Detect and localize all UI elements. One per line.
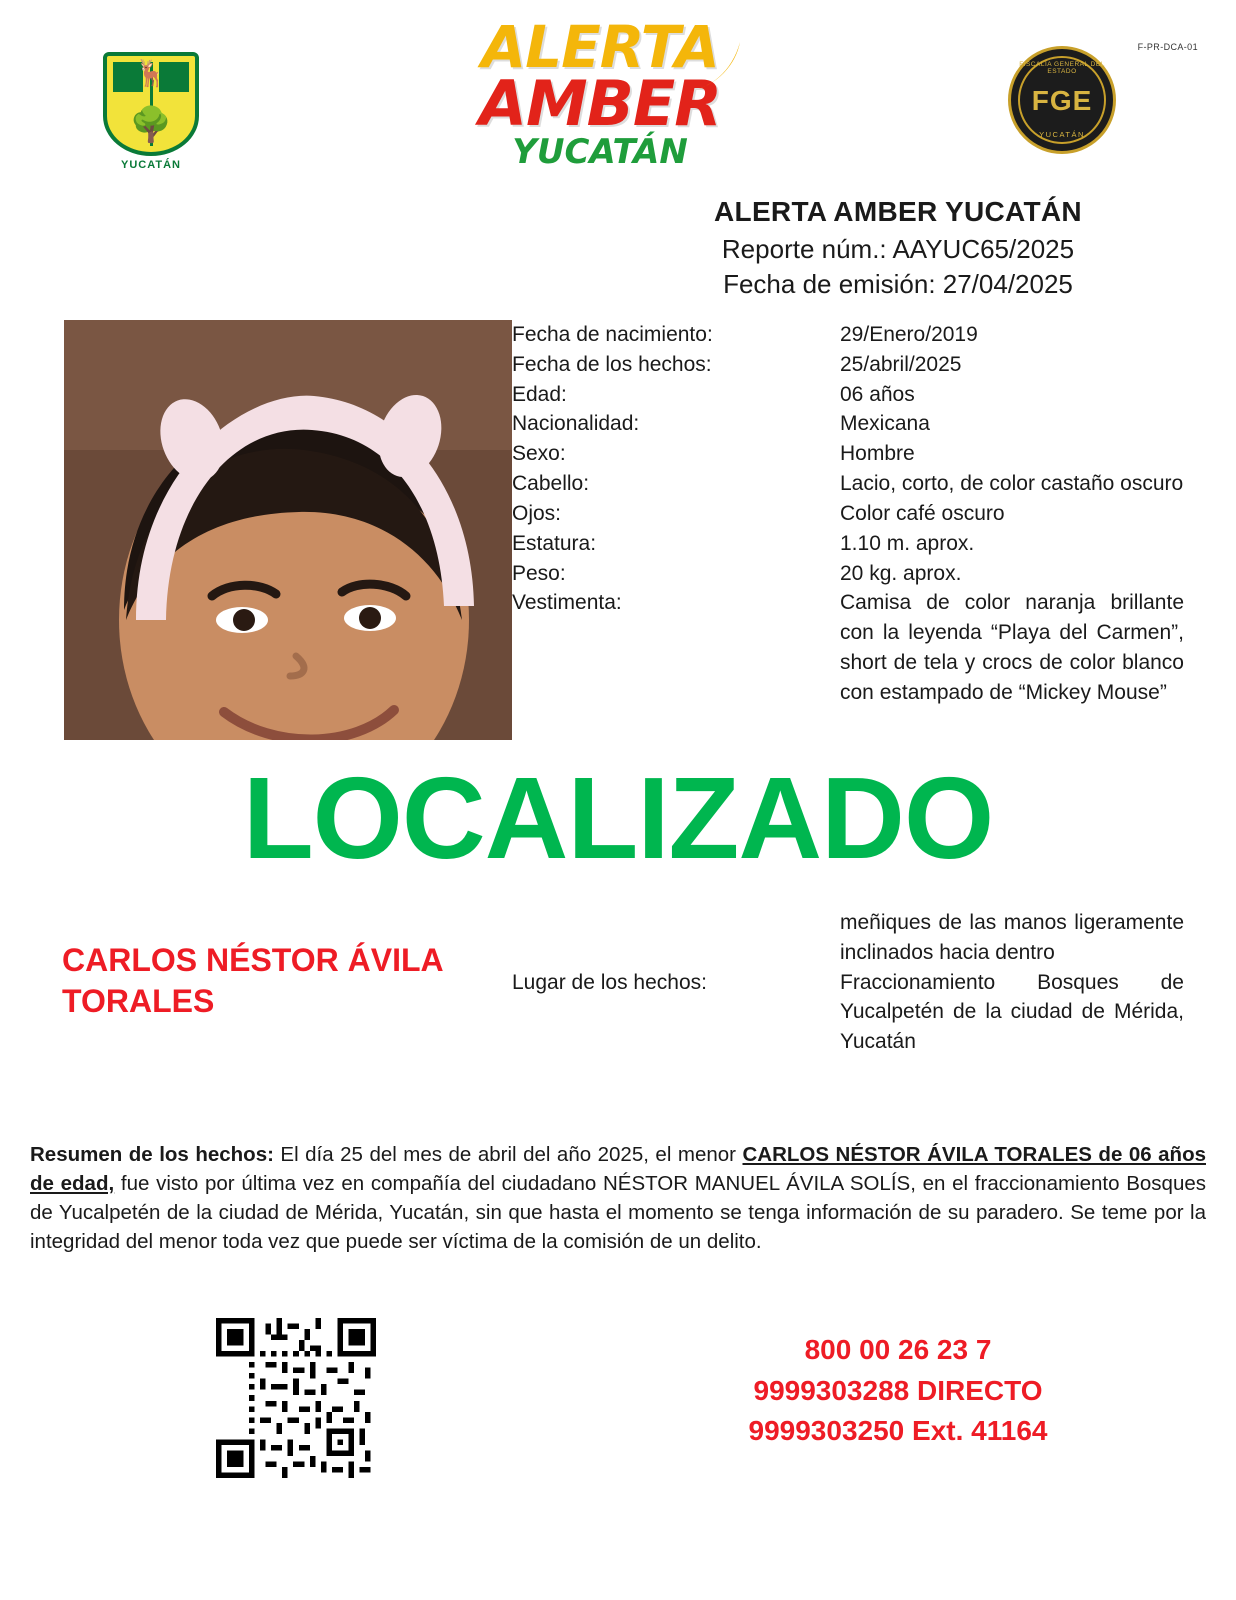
victim-details-table	[512, 320, 1184, 708]
detail-label: Peso:	[512, 561, 566, 585]
table-row	[512, 499, 1184, 529]
detail-label: Cabello:	[512, 472, 590, 496]
table-row	[512, 320, 1184, 350]
table-row	[512, 380, 1184, 410]
victim-name: CARLOS NÉSTOR ÁVILA TORALES	[62, 942, 443, 1019]
amber-logo-line1: ALERTA	[481, 13, 719, 81]
incident-summary	[30, 1140, 1206, 1256]
fge-seal-abbr: FGE	[1031, 85, 1093, 116]
report-number: Reporte núm.: AAYUC65/2025	[721, 234, 1075, 264]
status-badge: LOCALIZADO	[242, 753, 994, 883]
table-row	[512, 588, 1184, 707]
fge-seal	[1008, 46, 1116, 154]
amber-logo-line2: AMBER	[478, 67, 722, 141]
deer-icon: 🦌	[134, 58, 168, 88]
phone-tollfree[interactable]: 800 00 26 23 7	[804, 1334, 992, 1365]
summary-heading: Resumen de los hechos:	[30, 1143, 274, 1166]
table-row	[512, 439, 1184, 469]
detail-value: 20 kg. aprox.	[840, 561, 962, 585]
form-code: F-PR-DCA-01	[1137, 42, 1198, 52]
detail-value: 06 años	[840, 382, 915, 406]
table-row	[512, 350, 1184, 380]
detail-value: Hombre	[840, 442, 915, 466]
fge-seal-top-text: FISCALÍA GENERAL DEL ESTADO	[1019, 61, 1105, 75]
phone-direct[interactable]: 9999303288 DIRECTO	[753, 1374, 1043, 1406]
document-header	[0, 0, 1236, 320]
table-row	[512, 409, 1184, 439]
detail-label: Fecha de los hechos:	[512, 352, 712, 376]
amber-logo-line3: YUCATÁN	[512, 131, 688, 172]
shield-label: YUCATÁN	[121, 159, 181, 171]
signs-continuation: meñiques de las manos ligeramente inclinados hacia dentro	[840, 911, 1184, 964]
fge-seal-bottom-text: YUCATÁN	[1039, 130, 1085, 139]
page-title: ALERTA AMBER YUCATÁN	[714, 196, 1082, 227]
detail-label: Fecha de nacimiento:	[512, 323, 713, 346]
table-row	[512, 908, 1184, 968]
detail-value: Camisa de color naranja brillante con la leyenda “Playa del Carmen”, short de tela y crocs de color blanco con estampado de “Mickey Mouse”	[840, 591, 1184, 704]
phone-extension[interactable]: 9999303250 Ext. 41164	[748, 1415, 1048, 1447]
place-value: Fraccionamiento Bosques de Yucalpetén de la ciudad de Mérida, Yucatán	[840, 970, 1184, 1054]
detail-value: 1.10 m. aprox.	[840, 531, 975, 555]
qr-code[interactable]	[216, 1318, 376, 1478]
detail-label: Ojos:	[512, 501, 562, 525]
victim-photo	[64, 320, 512, 740]
issue-date: Fecha de emisión: 27/04/2025	[723, 269, 1073, 299]
detail-label: Edad:	[512, 382, 567, 406]
detail-value: Color café oscuro	[840, 501, 1005, 525]
shield-graphic	[103, 52, 199, 156]
detail-label: Sexo:	[512, 442, 566, 466]
detail-value: 25/abril/2025	[840, 352, 962, 376]
summary-part2: fue visto por última vez en compañía del ciudadano NÉSTOR MANUEL ÁVILA SOLÍS, en el fraccionamiento Bosques de Yucalpetén de la ciudad de Mérida, Yucatán, sin que hasta el momento se tenga información de su paradero. Se teme por la integridad del menor toda vez que puede ser víctima de la comisión de un delito.	[30, 1172, 1206, 1254]
detail-label: Nacionalidad:	[512, 412, 640, 436]
table-row	[512, 968, 1184, 1057]
table-row	[512, 559, 1184, 589]
header-title-block	[620, 196, 1176, 304]
swoosh-icon	[684, 38, 744, 98]
contact-phones	[620, 1330, 1176, 1452]
table-row	[512, 529, 1184, 559]
summary-highlight: CARLOS NÉSTOR ÁVILA TORALES de 06 años de edad,	[30, 1143, 1206, 1196]
detail-value: Lacio, corto, de color castaño oscuro	[840, 472, 1184, 496]
yucatan-state-shield	[96, 52, 206, 182]
summary-part1: El día 25 del mes de abril del año 2025, el menor	[273, 1143, 743, 1166]
place-label: Lugar de los hechos:	[512, 970, 707, 994]
table-row	[512, 469, 1184, 499]
detail-value: Mexicana	[840, 412, 930, 436]
alerta-amber-logo	[470, 13, 730, 172]
detail-label: Estatura:	[512, 531, 597, 555]
detail-label: Vestimenta:	[512, 591, 622, 615]
victim-details-lower	[512, 908, 1184, 1057]
tree-icon: 🌳	[129, 106, 173, 144]
detail-value: 29/Enero/2019	[840, 323, 978, 346]
qr-code-graphic	[216, 1318, 376, 1478]
